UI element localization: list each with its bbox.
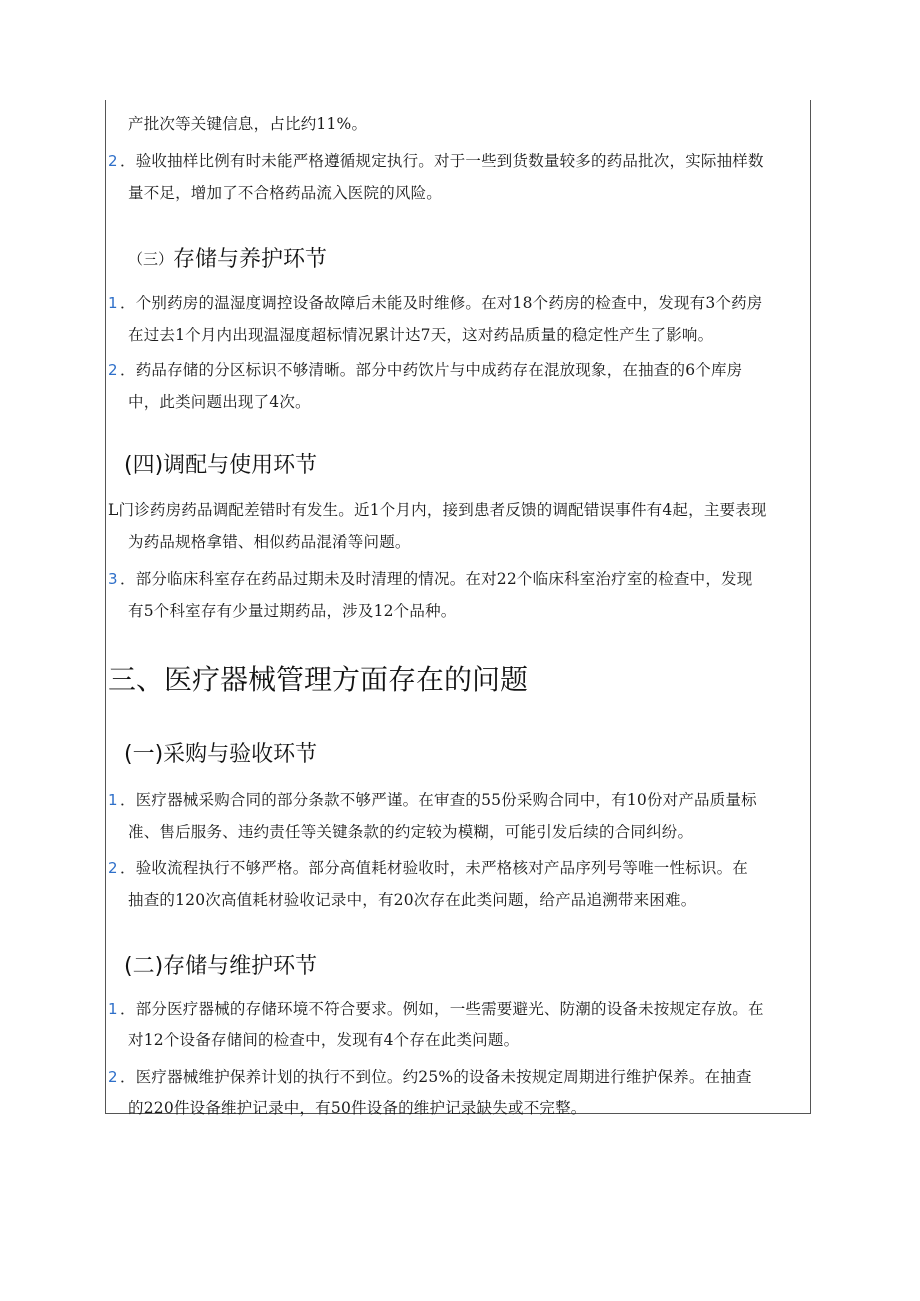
list-number: 2 (108, 361, 118, 379)
list-number: 1 (108, 294, 118, 312)
list-item-line: 在过去1个月内出现温湿度超标情况累计达7天，这对药品质量的稳定性产生了影响。 (128, 326, 714, 344)
list-item-line: 为药品规格拿错、相似药品混淆等问题。 (128, 533, 411, 551)
list-number: 3 (108, 570, 118, 588)
list-number: 2 (108, 1068, 118, 1086)
list-item-line: 准、售后服务、违约责任等关键条款的约定较为模糊，可能引发后续的合同纠纷。 (128, 823, 694, 841)
list-number: 1 (108, 1000, 118, 1018)
continuation-line: 产批次等关键信息，占比约11%。 (128, 115, 368, 133)
list-item-line: ．医疗器械维护保养计划的执行不到位。约25%的设备未按规定周期进行维护保养。在抽查 (120, 1068, 752, 1086)
section-heading-device-storage: (二)存储与维护环节 (124, 954, 318, 979)
chapter-heading-devices: 三、医疗器械管理方面存在的问题 (108, 663, 529, 696)
list-item-line: 抽查的120次高值耗材验收记录中，有20次存在此类问题，给产品追溯带来困难。 (128, 891, 697, 909)
list-item-line: 中，此类问题出现了4次。 (128, 393, 311, 411)
heading-title: 存储与养护环节 (173, 247, 328, 272)
list-item-line: ．个别药房的温湿度调控设备故障后未能及时维修。在对18个药房的检查中，发现有3个药房 (120, 294, 763, 312)
list-item-line: ．验收流程执行不够严格。部分高值耗材验收时，未严格核对产品序列号等唯一性标识。在 (120, 859, 749, 877)
list-item-line: 量不足，增加了不合格药品流入医院的风险。 (128, 184, 443, 202)
list-item-line: 对12个设备存储间的检查中，发现有4个存在此类问题。 (128, 1031, 520, 1049)
section-heading-dispense: (四)调配与使用环节 (124, 453, 318, 478)
list-item-line: 有5个科室存有少量过期药品，涉及12个品种。 (128, 602, 457, 620)
section-heading-device-purchase: (一)采购与验收环节 (124, 742, 318, 767)
list-number: 2 (108, 859, 118, 877)
list-item-line: L门诊药房药品调配差错时有发生。近1个月内，接到患者反馈的调配错误事件有4起，主要表现 (108, 501, 767, 519)
list-item-line: ．部分医疗器械的存储环境不符合要求。例如，一些需要避光、防潮的设备未按规定存放。在 (120, 1000, 764, 1018)
list-item-line: 的220件设备维护记录中，有50件设备的维护记录缺失或不完整。 (128, 1099, 587, 1117)
list-item-line: ．验收抽样比例有时未能严格遵循规定执行。对于一些到货数量较多的药品批次，实际抽样数 (120, 152, 764, 170)
list-item-line: ．医疗器械采购合同的部分条款不够严谨。在审查的55份采购合同中，有10份对产品质量标 (120, 791, 757, 809)
section-heading-storage (128, 245, 327, 274)
list-item-line: ．部分临床科室存在药品过期未及时清理的情况。在对22个临床科室治疗室的检查中，发现 (120, 570, 753, 588)
list-number: 2 (108, 152, 118, 170)
heading-prefix: （三） (128, 250, 174, 268)
list-item-line: ．药品存储的分区标识不够清晰。部分中药饮片与中成药存在混放现象，在抽查的6个库房 (120, 361, 743, 379)
list-number: 1 (108, 791, 118, 809)
